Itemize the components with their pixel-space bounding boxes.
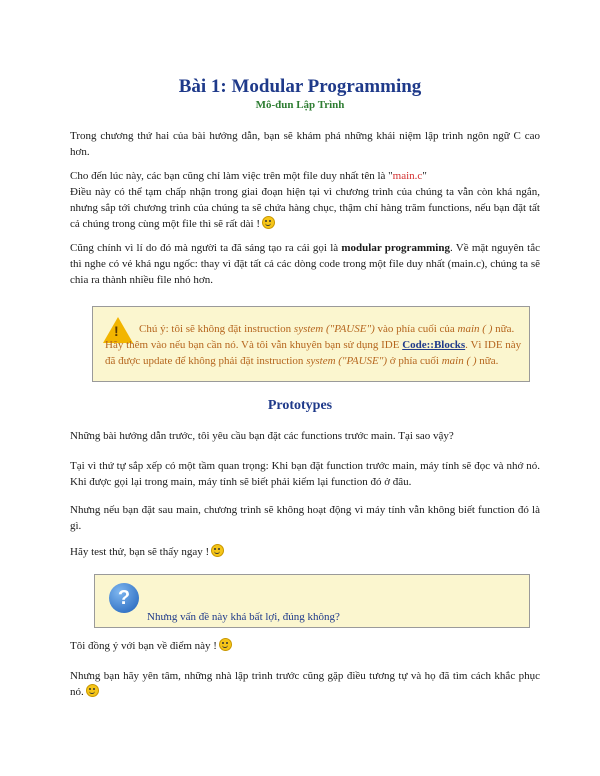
prototypes-paragraph-4: Hãy test thử, bạn sẽ thấy ngay ! [70,544,540,560]
page-subtitle: Mô-đun Lập Trình [255,99,345,111]
page-title: Bài 1: Modular Programming [178,76,422,97]
intro-text-2b: " [422,170,427,182]
smiley-icon [219,638,232,651]
prototypes-paragraph-5: Tôi đồng ý với bạn về điểm này ! [70,638,540,654]
codeblocks-link[interactable]: Code::Blocks [402,339,466,351]
filename-main-c: main.c [392,170,423,182]
intro-text-4a: Cũng chính vì lí do đó mà người ta đã sáng tạo ra cái gọi là [70,242,342,254]
question-box [94,574,530,628]
intro-text-3: Điều này có thể tạm chấp nhận trong giai đoạn hiện tại vì chương trình của chúng ta vẫn còn khá ngắn, nhưng sắp tới chương trình của chúng ta sẽ chứa hàng chục, thậm chí hàng trăm functions, nếu bạn đặt tất cả chúng trong cùng một file thì sẽ rất dài ! [70,186,540,230]
intro-paragraph-2 [70,168,540,232]
section-heading-prototypes: Prototypes [267,398,333,413]
note-box [92,306,530,382]
note-text: Chú ý: tôi sẽ không đặt instruction system ("PAUSE") vào phía cuối của main ( ) nữa. Hãy thêm vào nếu bạn cần nó. Và tôi vẫn khuyên bạn sử dụng IDE Code::Blocks. Vì IDE này đã được update để không phải đặt instruction system ("PAUSE") ở phía cuối main ( ) nữa. [105,323,522,367]
warning-exclamation: ! [114,323,119,339]
intro-paragraph-1 [70,128,540,160]
prototypes-paragraph-2: Tại vì thứ tự sắp xếp có một tầm quan trọng: Khi bạn đặt function trước main, máy tính sẽ đọc và nhớ nó. Khi được gọi lại trong main, máy tính sẽ biết phải kiếm lại function đó ở đâu. [70,460,540,488]
smiley-icon [211,544,224,557]
intro-text-1: Trong chương thứ hai của bài hướng dẫn, bạn sẽ khám phá những khái niệm lập trình ngôn ngữ C cao hơn. [70,130,540,158]
question-icon: ? [109,583,139,613]
smiley-icon [86,684,99,697]
prototypes-paragraph-6: Nhưng bạn hãy yên tâm, những nhà lập trình trước cũng gặp điều tương tự và họ đã tìm cách khắc phục nó. [70,670,540,698]
smiley-icon [262,216,275,229]
modular-programming-term: modular programming [341,242,450,254]
intro-text-4b: . Về mặt nguyên tắc thì nghe có vẻ khá ngu ngốc: thay vì đặt tất cả các dòng code trong một file duy nhất (main.c), chúng ta sẽ chia ra thành nhiều file nhỏ hơn. [70,242,540,286]
intro-text-2a: Cho đến lúc này, các bạn cũng chỉ làm việc trên một file duy nhất tên là " [70,170,393,182]
prototypes-paragraph-1: Những bài hướng dẫn trước, tôi yêu cầu bạn đặt các functions trước main. Tại sao vậy? [70,430,454,442]
intro-paragraph-3 [70,240,540,288]
prototypes-paragraph-3: Nhưng nếu bạn đặt sau main, chương trình sẽ không hoạt động vì máy tính vẫn không biết function đó là gì. [70,504,540,532]
question-text: Nhưng vấn đề này khá bất lợi, đúng không? [147,611,340,623]
